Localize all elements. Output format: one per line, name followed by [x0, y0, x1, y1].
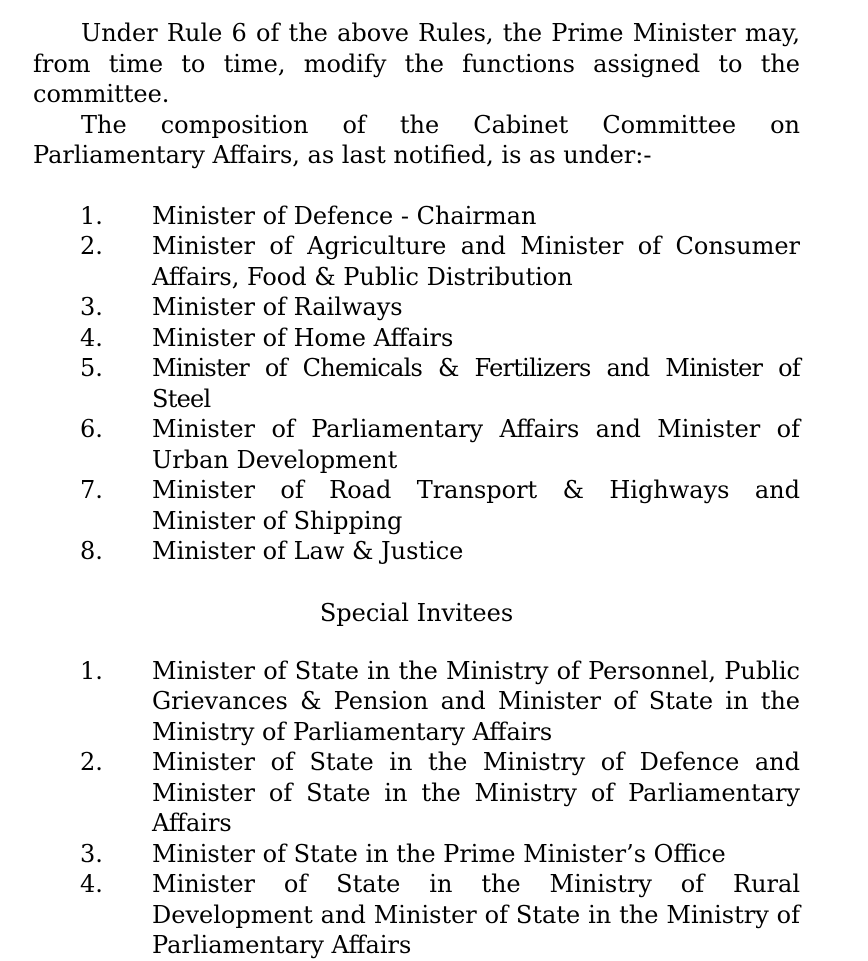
list-item — [33, 536, 800, 567]
special-invitees-heading: Special Invitees — [319, 598, 514, 627]
list-item-number: 2. — [80, 232, 103, 260]
list-item-text: Minister of Agriculture and Minister of Consumer Affairs, Food & Public Distribution — [152, 232, 800, 291]
list-item-number: 6. — [80, 415, 103, 443]
list-item-number: 4. — [80, 870, 103, 898]
list-item — [33, 747, 800, 839]
list-item-text: Minister of Home Affairs — [152, 323, 454, 352]
list-item — [33, 292, 800, 323]
document-page — [33, 18, 800, 961]
list-item — [33, 475, 800, 536]
list-item — [33, 231, 800, 292]
list-item — [33, 869, 800, 961]
list-item — [33, 201, 800, 232]
list-item-text: Minister of State in the Ministry of Defence and Minister of State in the Ministry of Parliamentary Affairs — [152, 748, 800, 837]
list-item-text: Minister of Defence - Chairman — [152, 201, 537, 230]
list-item-text: Minister of State in the Prime Minister’s Office — [152, 839, 726, 868]
list-item — [33, 839, 800, 870]
list-item — [33, 656, 800, 748]
list-item-text: Minister of Railways — [152, 293, 403, 321]
list-item-number: 2. — [80, 748, 103, 776]
list-item-text: Minister of Road Transport & Highways and Minister of Shipping — [152, 476, 800, 535]
list-item-text: Minister of Chemicals & Fertilizers and Minister of Steel — [152, 354, 800, 413]
intro-paragraph-composition: The composition of the Cabinet Committee on Parliamentary Affairs, as last notified, is as under:- — [33, 110, 800, 169]
list-item-text: Minister of State in the Ministry of Rural Development and Minister of State in the Ministry of Parliamentary Affairs — [152, 870, 800, 959]
list-item-number: 3. — [80, 839, 103, 868]
list-item — [33, 414, 800, 475]
list-item-text: Minister of Law & Justice — [152, 537, 464, 565]
list-item-text: Minister of Parliamentary Affairs and Minister of Urban Development — [152, 415, 800, 474]
list-item-number: 7. — [80, 476, 103, 504]
list-item-number: 1. — [80, 656, 103, 685]
list-item-number: 1. — [80, 201, 103, 230]
committee-members-list — [33, 201, 800, 567]
list-item-number: 3. — [80, 293, 103, 321]
intro-paragraph-rule6: Under Rule 6 of the above Rules, the Prime Minister may, from time to time, modify the functions assigned to the committee. — [33, 19, 800, 108]
special-invitees-list — [33, 656, 800, 961]
list-item — [33, 323, 800, 354]
list-item-number: 8. — [80, 537, 103, 565]
list-item-number: 5. — [80, 354, 103, 382]
list-item-number: 4. — [80, 323, 103, 352]
list-item-text: Minister of State in the Ministry of Personnel, Public Grievances & Pension and Minister of State in the Ministry of Parliamentary Affairs — [152, 656, 800, 746]
list-item — [33, 353, 800, 414]
